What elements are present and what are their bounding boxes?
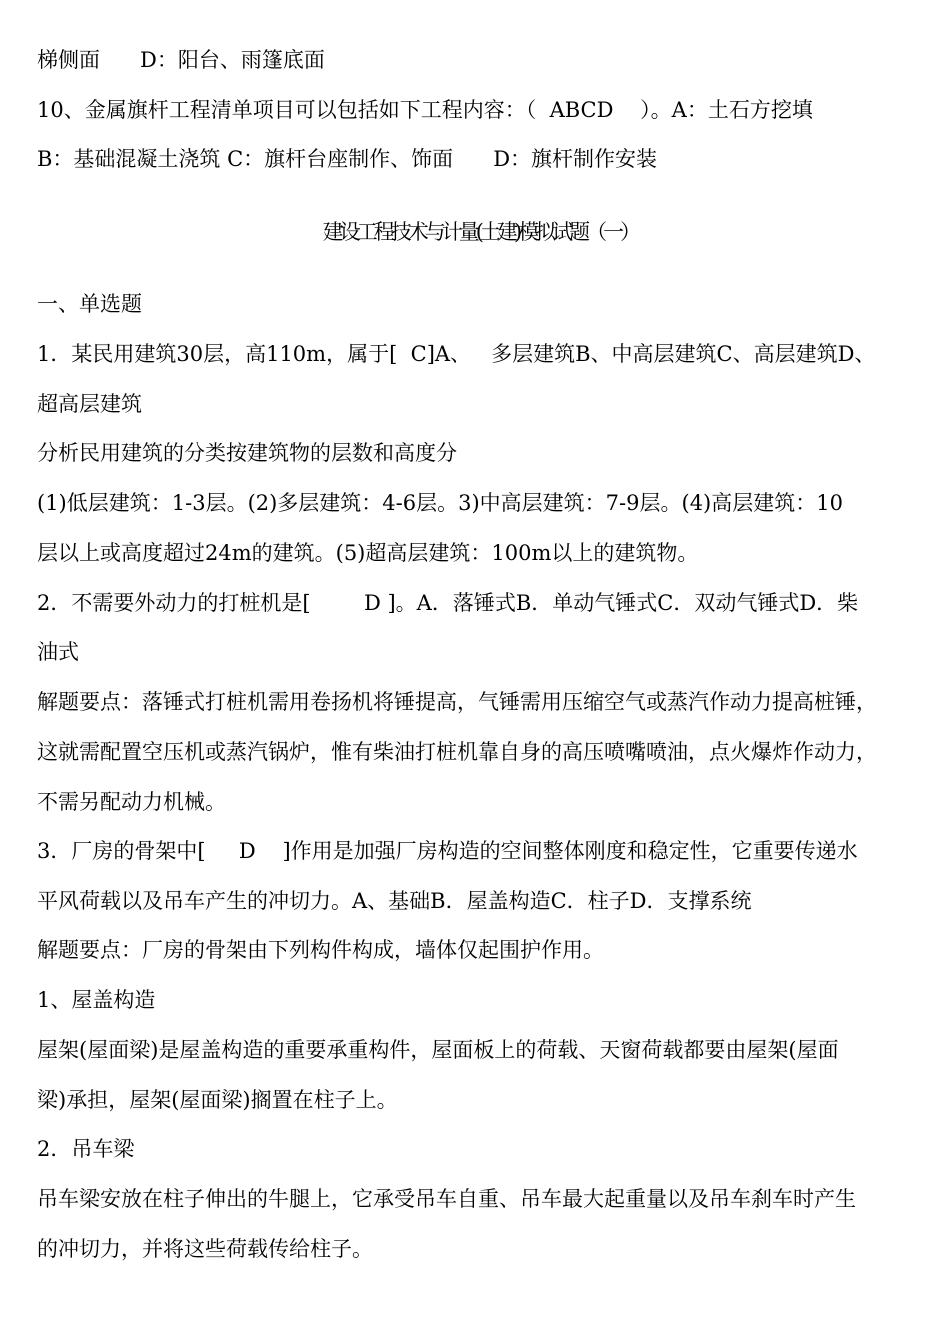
question-10: 10、金属旗杆工程清单项目可以包括如下工程内容：（ ABCD ）。A：土石方挖填 — [37, 98, 813, 122]
subheading: 2．吊车梁 — [37, 1137, 135, 1161]
text-line: 吊车梁安放在柱子伸出的牛腿上，它承受吊车自重、吊车最大起重量以及吊车刹车时产生 — [37, 1187, 856, 1211]
subheading: 1、屋盖构造 — [37, 988, 156, 1012]
solution-line: 解题要点：厂房的骨架由下列构件构成，墙体仅起围护作用。 — [37, 938, 604, 962]
solution-line: 解题要点：落锤式打桩机需用卷扬机将锤提高，气锤需用压缩空气或蒸汽作动力提高桩锤， — [37, 690, 877, 714]
text-line: 不需另配动力机械。 — [37, 790, 226, 814]
analysis-line: 分析民用建筑的分类按建筑物的层数和高度分 — [37, 441, 457, 465]
text-line: 的冲切力，并将这些荷载传给柱子。 — [37, 1237, 373, 1261]
question-3: 3．厂房的骨架中[ D ]作用是加强厂房构造的空间整体刚度和稳定性，它重要传递水 — [37, 839, 858, 863]
text-line: 屋架(屋面梁)是屋盖构造的重要承重构件，屋面板上的荷载、天窗荷载都要由屋架(屋面 — [37, 1038, 839, 1062]
text-line: 平风荷载以及吊车产生的冲切力。A、基础B．屋盖构造C．柱子D．支撑系统 — [37, 889, 752, 913]
section-heading: 一、单选题 — [37, 292, 142, 316]
text-line: 油式 — [37, 640, 79, 664]
text-line: 梯侧面 D：阳台、雨篷底面 — [37, 48, 325, 72]
text-line: 超高层建筑 — [37, 392, 142, 416]
text-line: 梁)承担，屋架(屋面梁)搁置在柱子上。 — [37, 1088, 398, 1112]
text-line: (1)低层建筑：1-3层。(2)多层建筑：4-6层。3)中高层建筑：7-9层。(4)高层建筑：10 — [37, 491, 843, 515]
text-line: 这就需配置空压机或蒸汽锅炉，惟有柴油打桩机靠自身的高压喷嘴喷油，点火爆炸作动力， — [37, 740, 877, 764]
text-line: B：基础混凝土浇筑 C：旗杆台座制作、饰面 D：旗杆制作安装 — [37, 147, 658, 171]
question-1: 1．某民用建筑30层，高110m，属于[ C]A、 多层建筑B、中高层建筑C、高层建筑D、 — [37, 342, 876, 366]
text-line: 层以上或高度超过24m的建筑。(5)超高层建筑：100m以上的建筑物。 — [37, 541, 699, 565]
document-title: 建设工程技术与计量(土建)模拟试题（一） — [322, 220, 638, 244]
question-2: 2．不需要外动力的打桩机是[ D ]。A．落锤式B．单动气锤式C．双动气锤式D．柴 — [37, 591, 859, 615]
